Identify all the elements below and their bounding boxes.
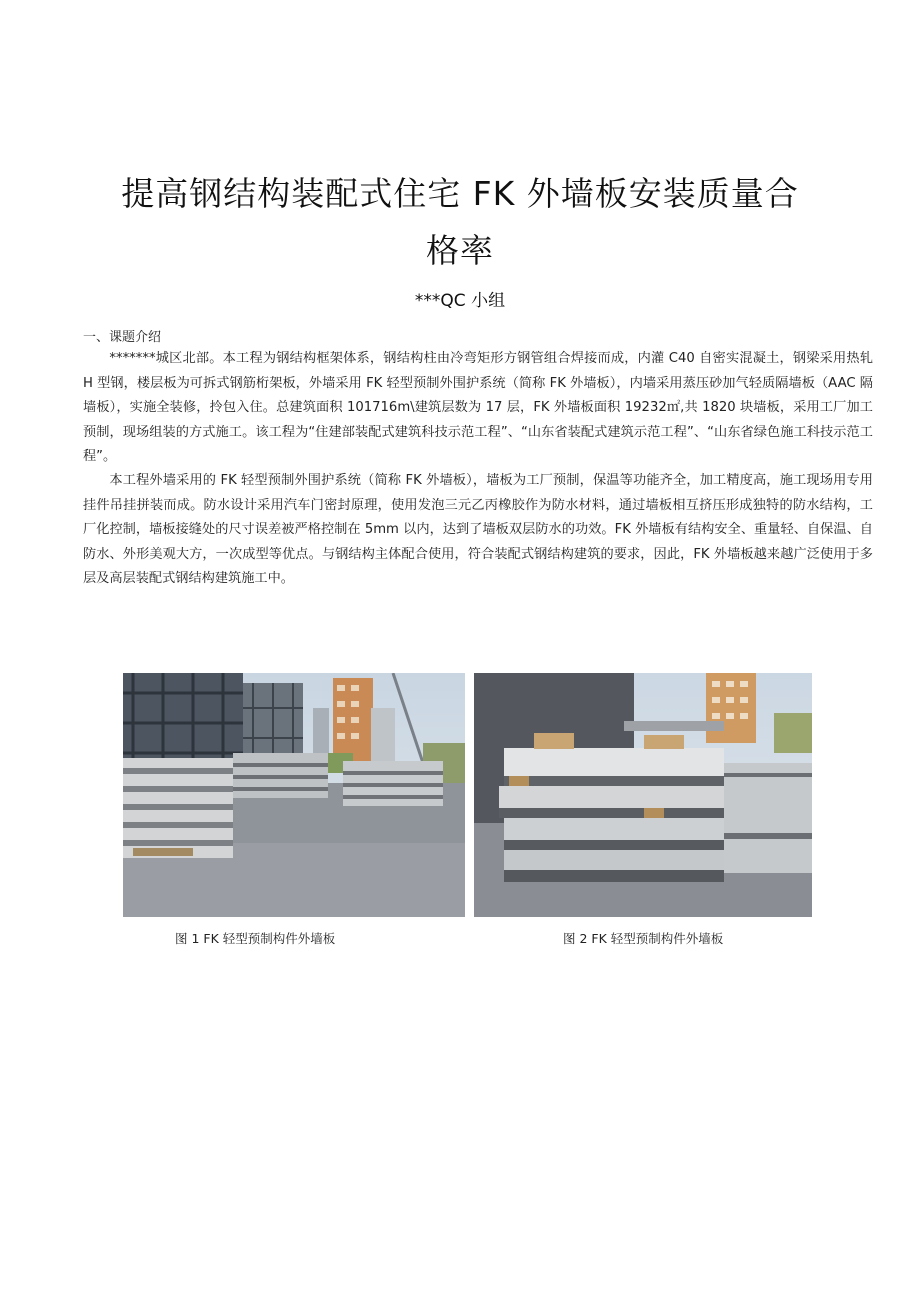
figure-1-photo — [123, 673, 465, 917]
document-title-line2: 格率 — [426, 231, 494, 270]
figure-2-photo — [474, 673, 812, 917]
paragraph-2: 本工程外墙采用的 FK 轻型预制外围护系统（简称 FK 外墙板），墙板为工厂预制，保温等功能齐全，加工精度高，施工现场用专用挂件吊挂拼装而成。防水设计采用汽车门密封原理，使用发泡三元乙丙橡胶作为防水材料，通过墙板相互挤压形成独特的防水结构，工厂化控制，墙板接缝处的尺寸误差被严格控制在 5mm 以内，达到了墙板双层防水的功效。FK 外墙板有结构安全、重量轻、自保温、自防水、外形美观大方，一次成型等优点。与钢结构主体配合使用，符合装配式钢结构建筑的要求，因此，FK 外墙板越来越广泛使用于多层及高层装配式钢结构建筑施工中。 — [83, 473, 873, 586]
document-title-line1: 提高钢结构装配式住宅 FK 外墙板安装质量合 — [121, 174, 799, 213]
author-byline: ***QC 小组 — [414, 291, 506, 311]
stacked-panels-site-photo-icon — [123, 673, 465, 917]
figure-2-caption: 图 2 FK 轻型预制构件外墙板 — [563, 931, 724, 946]
stacked-panels-closeup-photo-icon — [474, 673, 812, 917]
figure-1-caption: 图 1 FK 轻型预制构件外墙板 — [175, 931, 336, 946]
paragraph-1: *******城区北部。本工程为钢结构框架体系，钢结构柱由冷弯矩形方钢管组合焊接而成，内灌 C40 自密实混凝土，钢梁采用热轧 H 型钢，楼层板为可拆式钢筋桁架板，外墙采用 FK 轻型预制外围护系统（简称 FK 外墙板），内墙采用蒸压砂加气轻质隔墙板（AAC 隔墙板），实施全装修，拎包入住。总建筑面积 101716m\建筑层数为 17 层，FK 外墙板面积 19232㎡,共 1820 块墙板，采用工厂加工预制，现场组装的方式施工。该工程为“住建部装配式建筑科技示范工程”、“山东省装配式建筑示范工程”、“山东省绿色施工科技示范工程”。 — [83, 351, 873, 464]
section-heading: 一、课题介绍 — [83, 330, 162, 345]
